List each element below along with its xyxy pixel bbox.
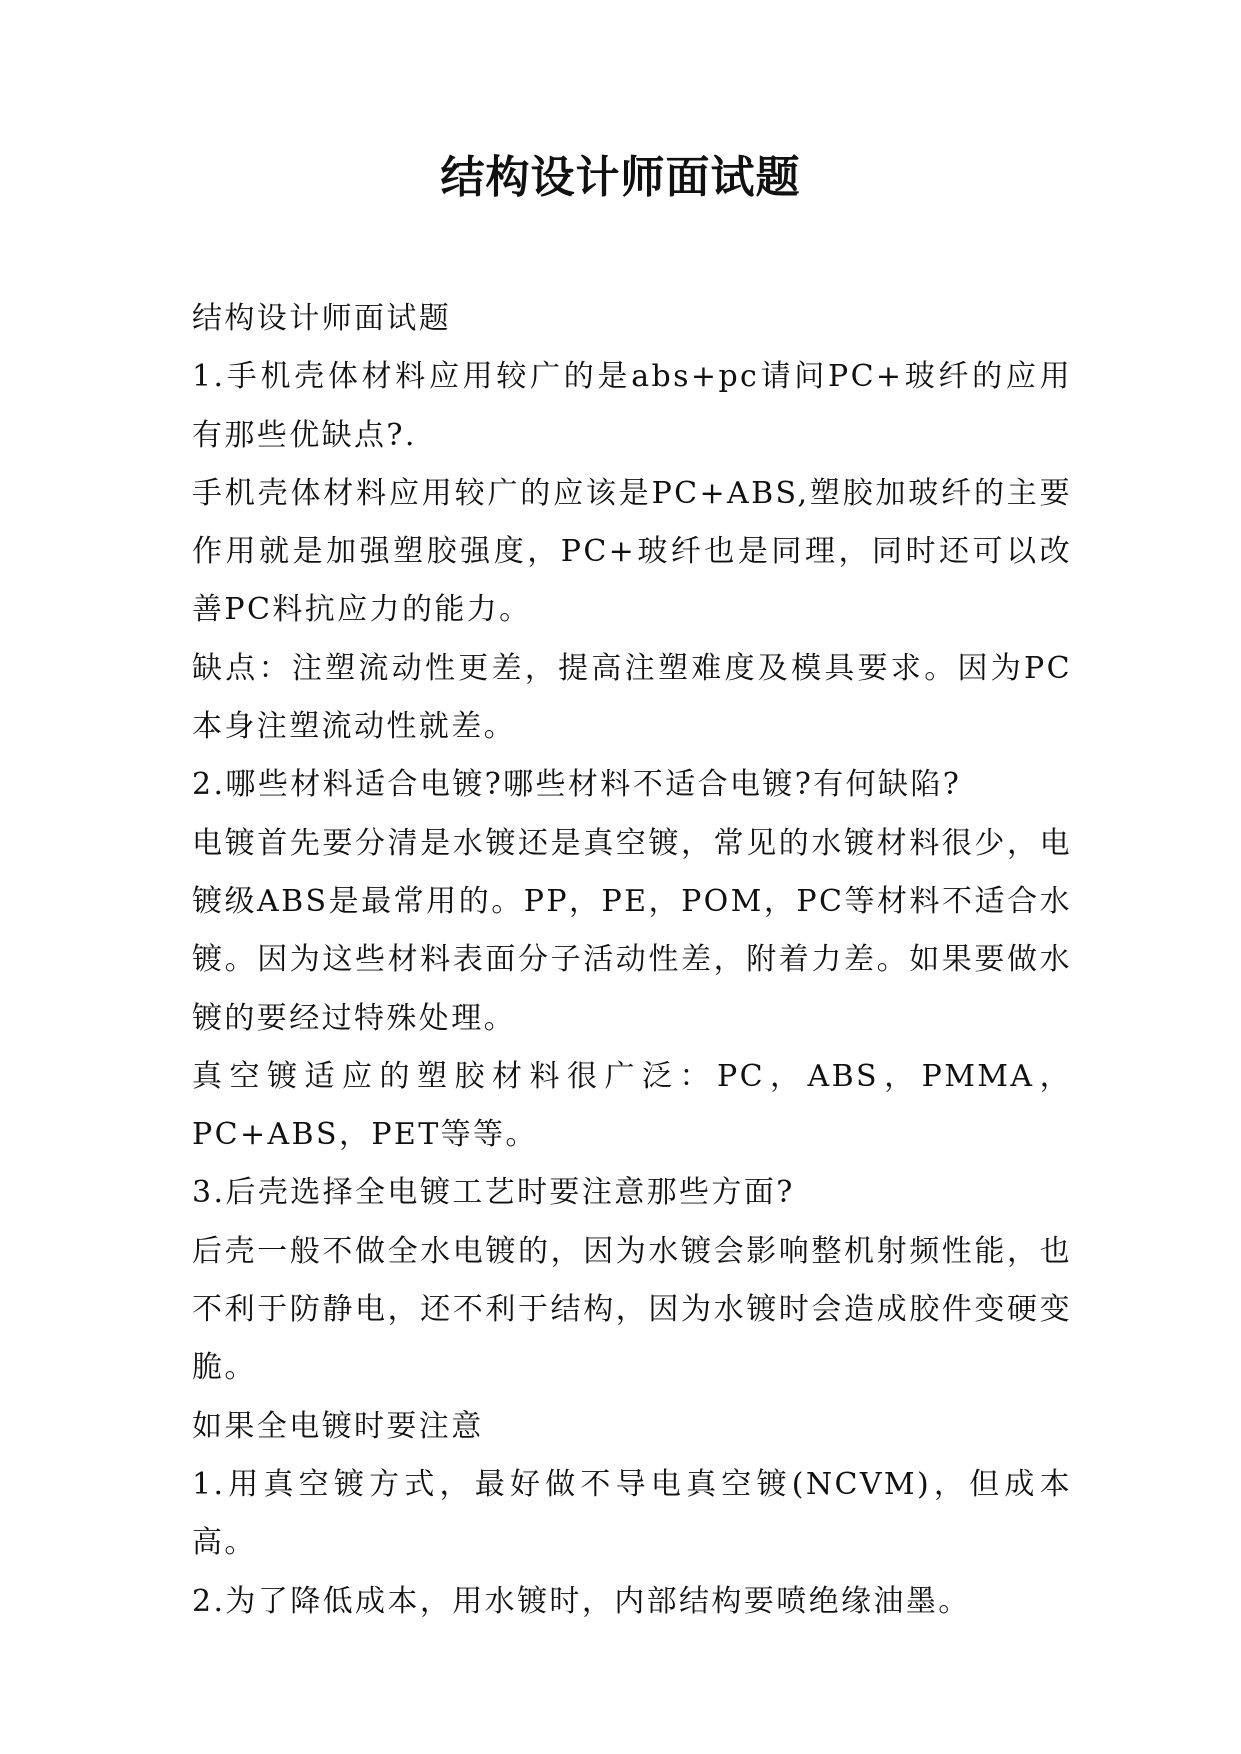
- answer-3-notes-heading: 如果全电镀时要注意: [192, 1408, 484, 1444]
- answer-1-disadvantages: 缺点：注塑流动性更差，提高注塑难度及模具要求。因为PC本身注塑流动性就差。: [192, 650, 1072, 745]
- document-title: 结构设计师面试题: [440, 152, 801, 203]
- paragraph-heading: 结构设计师面试题: [192, 301, 452, 336]
- answer-3-note-1: 1.用真空镀方式，最好做不导电真空镀(NCVM)，但成本高。: [192, 1466, 1072, 1561]
- question-3: 3.后壳选择全电镀工艺时要注意那些方面?: [192, 1175, 795, 1211]
- document-body: [192, 290, 1072, 1631]
- answer-2-vacuum-plating: 真空镀适应的塑胶材料很广泛：PC，ABS，PMMA，PC+ABS，PET等等。: [192, 1058, 1072, 1153]
- answer-3: 后壳一般不做全水电镀的，因为水镀会影响整机射频性能，也不利于防静电，还不利于结构，因为水镀时会造成胶件变硬变脆。: [192, 1233, 1072, 1386]
- answer-3-note-2: 2.为了降低成本，用水镀时，内部结构要喷绝缘油墨。: [192, 1583, 971, 1619]
- question-2: 2.哪些材料适合电镀?哪些材料不适合电镀?有何缺陷?: [192, 767, 962, 803]
- answer-1-advantages: 手机壳体材料应用较广的应该是PC+ABS,塑胶加玻纤的主要作用就是加强塑胶强度，PC+玻纤也是同理，同时还可以改善PC料抗应力的能力。: [192, 475, 1072, 628]
- answer-2-water-plating: 电镀首先要分清是水镀还是真空镀，常见的水镀材料很少，电镀级ABS是最常用的。PP，PE，POM，PC等材料不适合水镀。因为这些材料表面分子活动性差，附着力差。如果要做水镀的要经过特殊处理。: [192, 825, 1072, 1036]
- question-1: 1.手机壳体材料应用较广的是abs+pc请问PC+玻纤的应用有那些优缺点?.: [192, 359, 1072, 453]
